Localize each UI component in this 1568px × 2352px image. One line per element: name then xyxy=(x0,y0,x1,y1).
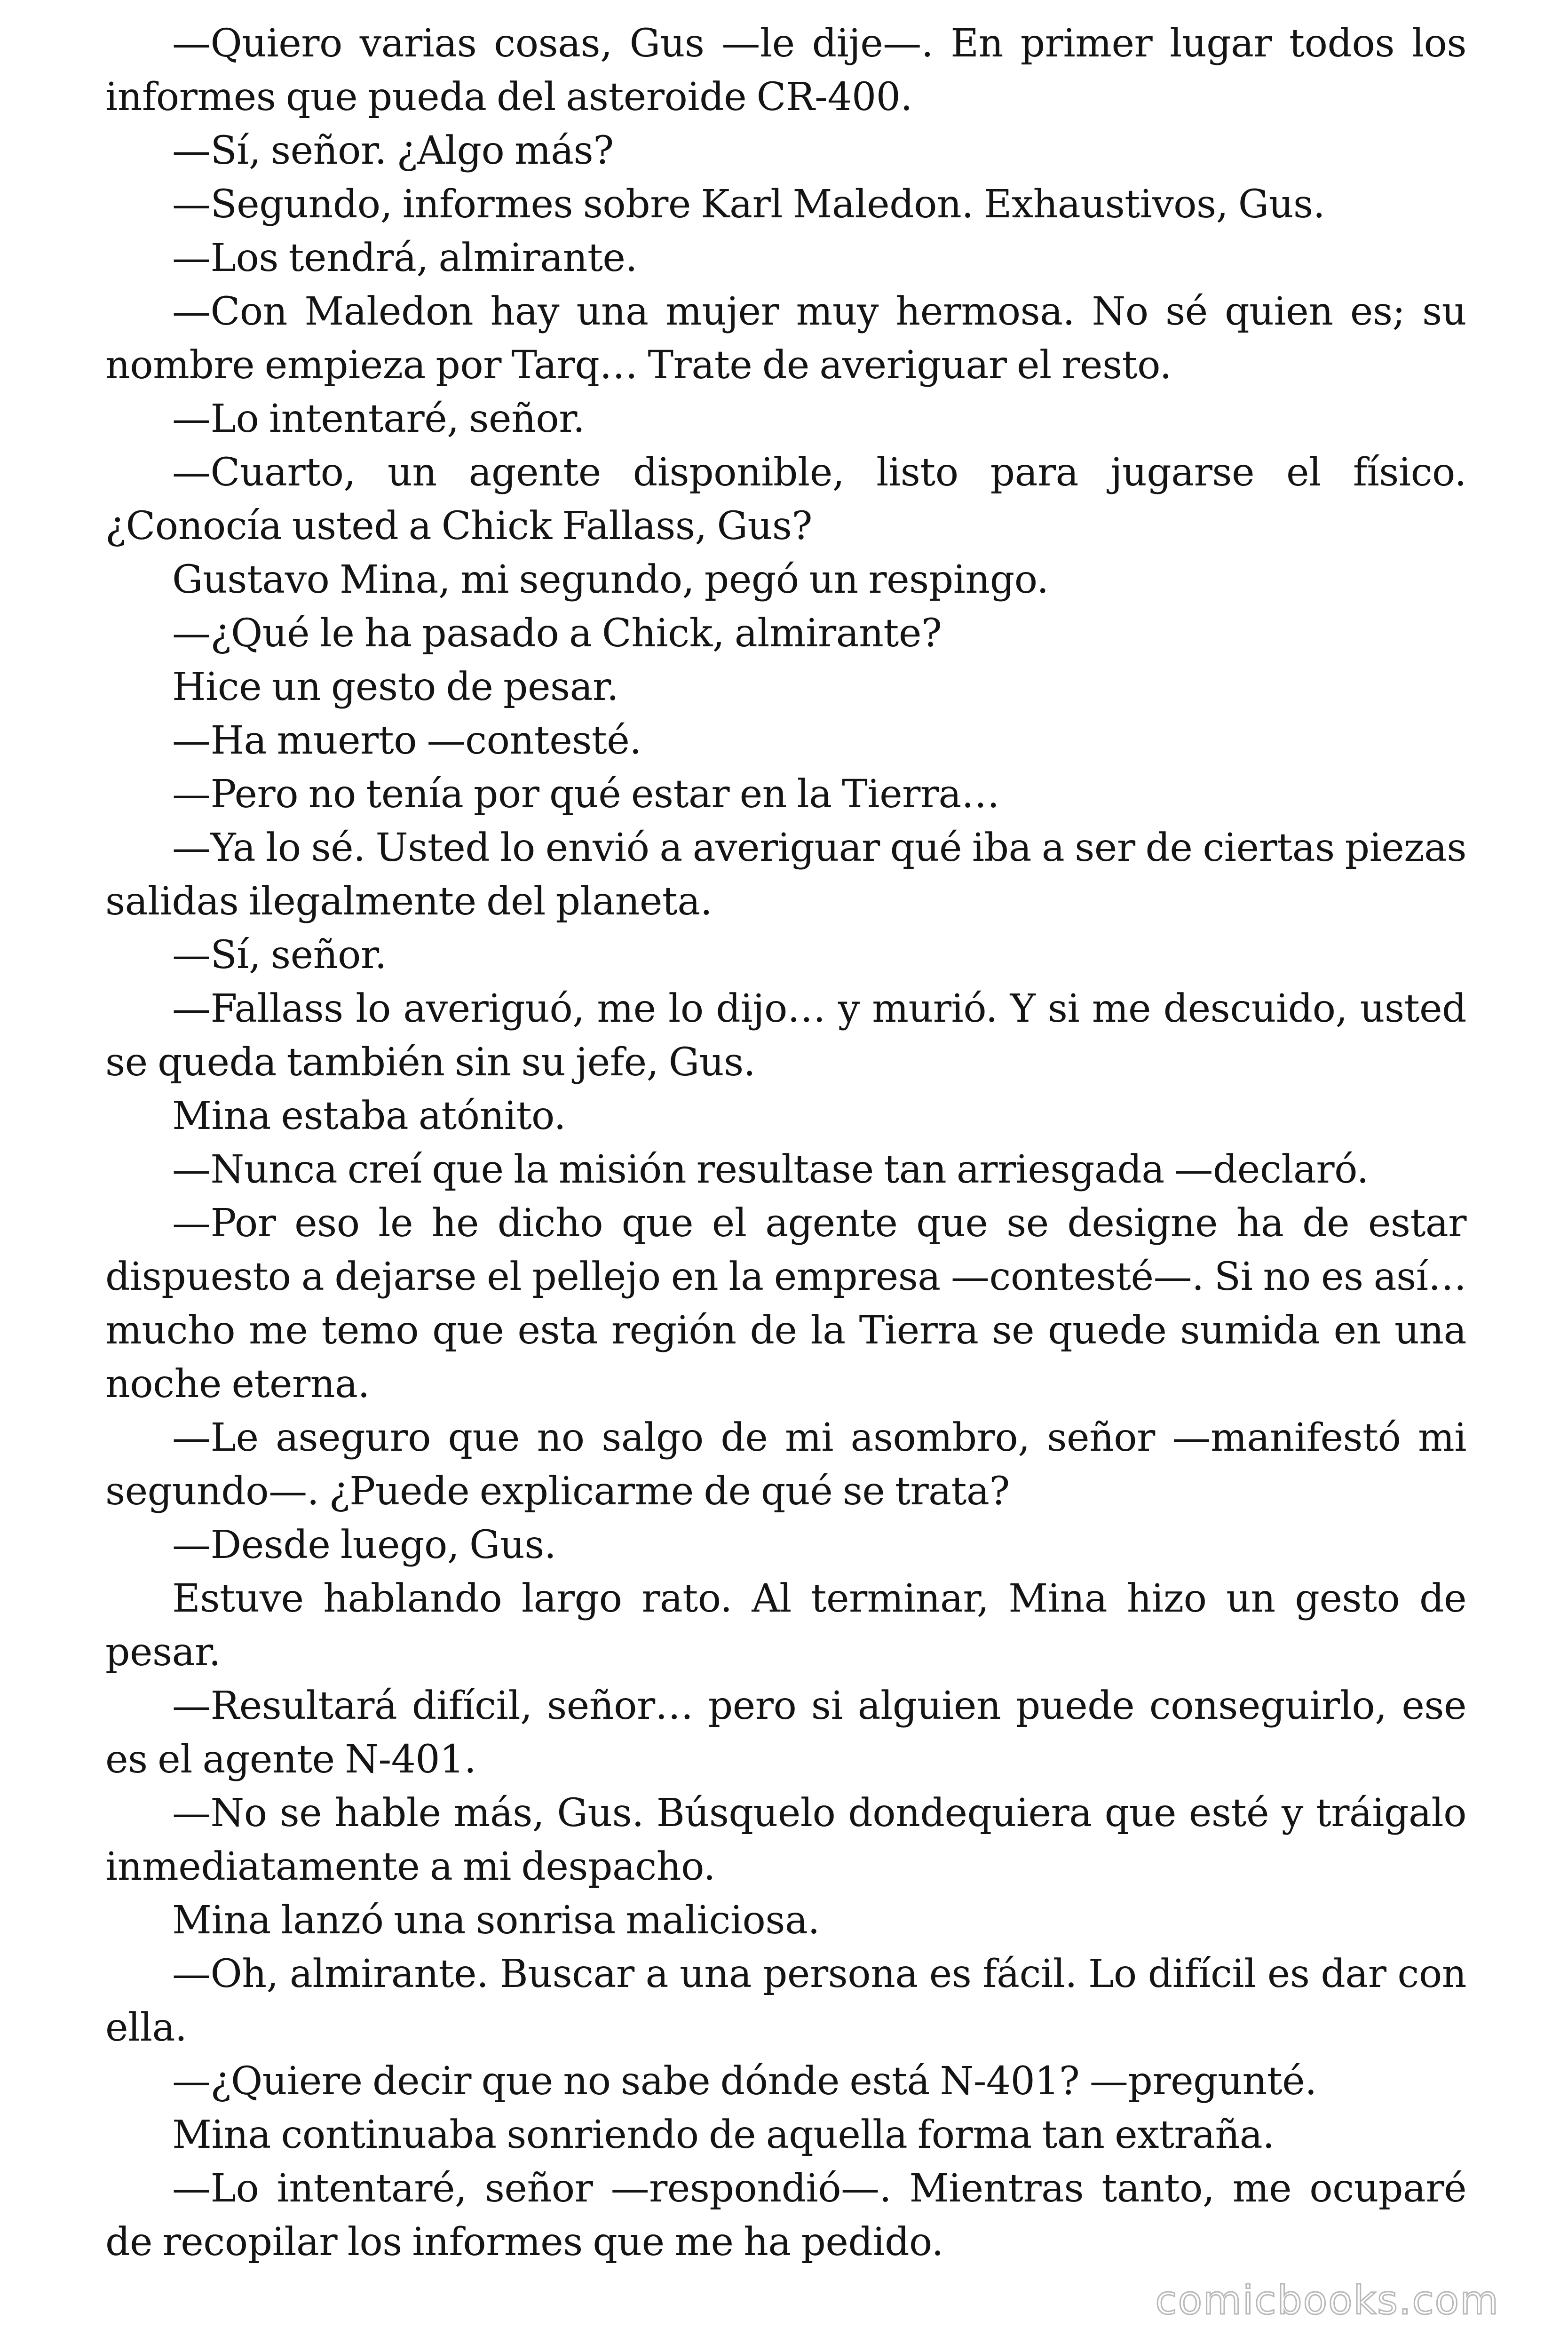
paragraph: —Pero no tenía por qué estar en la Tierra… xyxy=(172,772,1000,817)
paragraph: —Por eso le he dicho que el agente que se designe ha de estar dispuesto a dejarse el pellejo en la empresa —contesté—. Si no es así… mucho me temo que esta región de la Tierra se quede sumida en una noche eterna. xyxy=(105,1201,1466,1406)
paragraph: —Segundo, informes sobre Karl Maledon. Exhaustivos, Gus. xyxy=(172,182,1325,227)
paragraph: —Sí, señor. ¿Algo más? xyxy=(172,128,614,173)
paragraph: —Nunca creí que la misión resultase tan arriesgada —declaró. xyxy=(172,1147,1369,1192)
paragraph: —No se hable más, Gus. Búsquelo dondequiera que esté y tráigalo inmediatamente a mi despacho. xyxy=(105,1791,1466,1889)
paragraph: Mina lanzó una sonrisa maliciosa. xyxy=(172,1898,820,1943)
paragraph: —Resultará difícil, señor… pero si alguien puede conseguirlo, ese es el agente N-401. xyxy=(105,1684,1466,1782)
paragraph: —Fallass lo averiguó, me lo dijo… y murió. Y si me descuido, usted se queda también sin su jefe, Gus. xyxy=(105,986,1466,1085)
paragraph: —Oh, almirante. Buscar a una persona es fácil. Lo difícil es dar con ella. xyxy=(105,1952,1466,2050)
paragraph: —Los tendrá, almirante. xyxy=(172,236,638,280)
paragraph: —Ha muerto —contesté. xyxy=(172,718,641,763)
paragraph: —Quiero varias cosas, Gus —le dije—. En primer lugar todos los informes que pueda del asteroide CR-400. xyxy=(105,21,1466,119)
paragraph: Hice un gesto de pesar. xyxy=(172,665,619,709)
paragraph: —Lo intentaré, señor. xyxy=(172,397,585,441)
paragraph: Gustavo Mina, mi segundo, pegó un respingo. xyxy=(172,557,1049,602)
paragraph: —¿Quiere decir que no sabe dónde está N-401? —pregunté. xyxy=(172,2059,1317,2104)
paragraph: —Desde luego, Gus. xyxy=(172,1523,556,1567)
book-page-text xyxy=(105,17,1466,2269)
paragraph: —Lo intentaré, señor —respondió—. Mientras tanto, me ocuparé de recopilar los informes que me ha pedido. xyxy=(105,2166,1466,2265)
paragraph: —Cuarto, un agente disponible, listo para jugarse el físico. ¿Conocía usted a Chick Fallass, Gus? xyxy=(105,450,1466,548)
watermark: comicbooks.com xyxy=(1155,2277,1499,2323)
paragraph: —Le aseguro que no salgo de mi asombro, señor —manifestó mi segundo—. ¿Puede explicarme de qué se trata? xyxy=(105,1415,1466,1514)
paragraph: —¿Qué le ha pasado a Chick, almirante? xyxy=(172,611,942,656)
paragraph: Mina estaba atónito. xyxy=(172,1094,566,1138)
paragraph: —Ya lo sé. Usted lo envió a averiguar qué iba a ser de ciertas piezas salidas ilegalmente del planeta. xyxy=(105,826,1466,924)
paragraph: —Sí, señor. xyxy=(172,933,387,977)
paragraph: Estuve hablando largo rato. Al terminar, Mina hizo un gesto de pesar. xyxy=(105,1576,1466,1675)
paragraph: —Con Maledon hay una mujer muy hermosa. No sé quien es; su nombre empieza por Tarq… Trate de averiguar el resto. xyxy=(105,289,1466,388)
paragraph: Mina continuaba sonriendo de aquella forma tan extraña. xyxy=(172,2113,1275,2157)
